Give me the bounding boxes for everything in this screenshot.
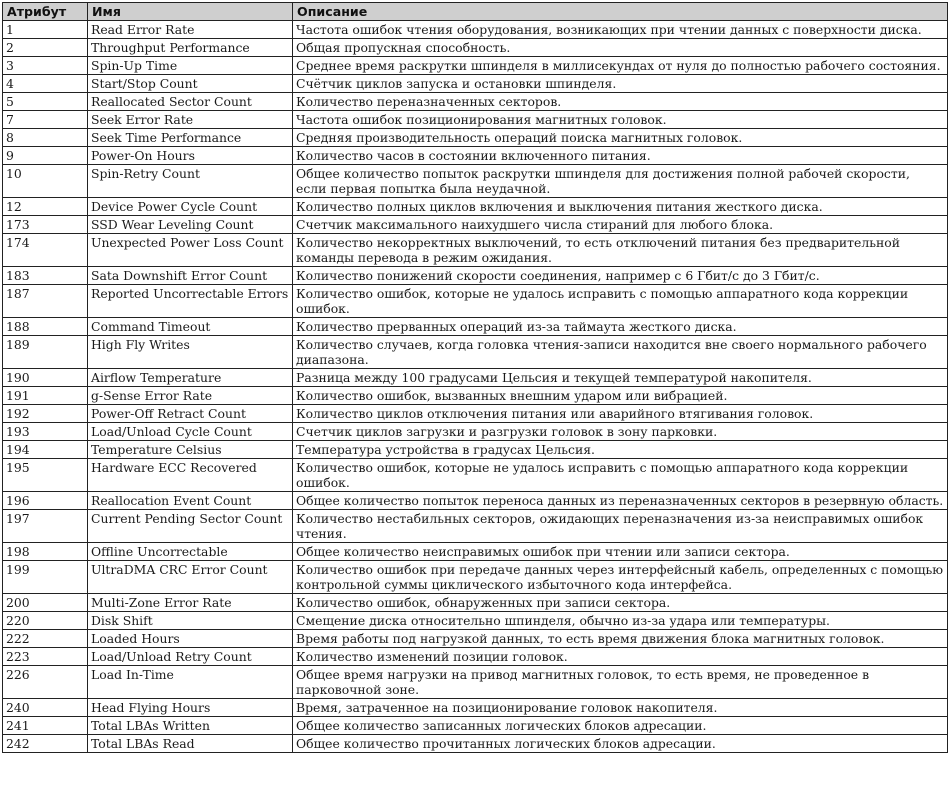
- table-row: [3, 735, 948, 753]
- attribute-name-cell: Reallocated Sector Count: [88, 93, 293, 111]
- attribute-name-cell: Command Timeout: [88, 318, 293, 336]
- attribute-name-cell: Spin-Up Time: [88, 57, 293, 75]
- table-row: [3, 57, 948, 75]
- attribute-name-cell: Multi-Zone Error Rate: [88, 594, 293, 612]
- column-header-description: Описание: [293, 3, 948, 21]
- attribute-id-cell: 197: [3, 510, 88, 543]
- attribute-name-cell: UltraDMA CRC Error Count: [88, 561, 293, 594]
- table-row: [3, 165, 948, 198]
- attribute-id-cell: 220: [3, 612, 88, 630]
- attribute-id-cell: 195: [3, 459, 88, 492]
- table-row: [3, 510, 948, 543]
- table-row: [3, 336, 948, 369]
- table-row: [3, 405, 948, 423]
- attribute-id-cell: 2: [3, 39, 88, 57]
- attribute-name-cell: Hardware ECC Recovered: [88, 459, 293, 492]
- table-row: [3, 129, 948, 147]
- table-row: [3, 612, 948, 630]
- attribute-id-cell: 174: [3, 234, 88, 267]
- attribute-description-cell: Частота ошибок чтения оборудования, возникающих при чтении данных с поверхности диска.: [293, 21, 948, 39]
- attribute-description-cell: Количество ошибок, вызванных внешним ударом или вибрацией.: [293, 387, 948, 405]
- table-row: [3, 648, 948, 666]
- table-row: [3, 561, 948, 594]
- attribute-name-cell: Current Pending Sector Count: [88, 510, 293, 543]
- attribute-description-cell: Количество часов в состоянии включенного питания.: [293, 147, 948, 165]
- table-row: [3, 75, 948, 93]
- attribute-id-cell: 7: [3, 111, 88, 129]
- attribute-name-cell: Total LBAs Read: [88, 735, 293, 753]
- attribute-description-cell: Общее количество попыток переноса данных из переназначенных секторов в резервную область.: [293, 492, 948, 510]
- table-row: [3, 147, 948, 165]
- attribute-id-cell: 241: [3, 717, 88, 735]
- table-row: [3, 369, 948, 387]
- table-row: [3, 216, 948, 234]
- table-row: [3, 441, 948, 459]
- attribute-id-cell: 242: [3, 735, 88, 753]
- table-row: [3, 717, 948, 735]
- attribute-id-cell: 173: [3, 216, 88, 234]
- table-body: [3, 21, 948, 753]
- attribute-id-cell: 198: [3, 543, 88, 561]
- attribute-name-cell: Sata Downshift Error Count: [88, 267, 293, 285]
- table-row: [3, 285, 948, 318]
- attribute-id-cell: 222: [3, 630, 88, 648]
- attribute-description-cell: Счётчик циклов запуска и остановки шпинделя.: [293, 75, 948, 93]
- attribute-description-cell: Время, затраченное на позиционирование головок накопителя.: [293, 699, 948, 717]
- attribute-description-cell: Общая пропускная способность.: [293, 39, 948, 57]
- attribute-id-cell: 12: [3, 198, 88, 216]
- table-row: [3, 492, 948, 510]
- table-row: [3, 267, 948, 285]
- attribute-name-cell: Reallocation Event Count: [88, 492, 293, 510]
- table-row: [3, 666, 948, 699]
- attribute-description-cell: Количество прерванных операций из-за таймаута жесткого диска.: [293, 318, 948, 336]
- attribute-description-cell: Количество ошибок, которые не удалось исправить с помощью аппаратного кода коррекции ошибок.: [293, 459, 948, 492]
- table-row: [3, 318, 948, 336]
- attribute-id-cell: 5: [3, 93, 88, 111]
- attribute-description-cell: Общее количество попыток раскрутки шпинделя для достижения полной рабочей скорости, если первая попытка была неудачной.: [293, 165, 948, 198]
- attribute-name-cell: Seek Error Rate: [88, 111, 293, 129]
- attribute-name-cell: Device Power Cycle Count: [88, 198, 293, 216]
- attribute-name-cell: Power-Off Retract Count: [88, 405, 293, 423]
- attribute-id-cell: 1: [3, 21, 88, 39]
- attribute-description-cell: Время работы под нагрузкой данных, то есть время движения блока магнитных головок.: [293, 630, 948, 648]
- attribute-name-cell: Offline Uncorrectable: [88, 543, 293, 561]
- smart-attributes-table: [2, 2, 948, 753]
- attribute-description-cell: Температура устройства в градусах Цельсия.: [293, 441, 948, 459]
- attribute-description-cell: Разница между 100 градусами Цельсия и текущей температурой накопителя.: [293, 369, 948, 387]
- attribute-id-cell: 194: [3, 441, 88, 459]
- attribute-description-cell: Количество нестабильных секторов, ожидающих переназначения из-за неисправимых ошибок чтения.: [293, 510, 948, 543]
- attribute-id-cell: 226: [3, 666, 88, 699]
- attribute-name-cell: g-Sense Error Rate: [88, 387, 293, 405]
- attribute-description-cell: Общее количество прочитанных логических блоков адресации.: [293, 735, 948, 753]
- table-row: [3, 423, 948, 441]
- attribute-name-cell: Airflow Temperature: [88, 369, 293, 387]
- attribute-name-cell: Load/Unload Retry Count: [88, 648, 293, 666]
- attribute-name-cell: Loaded Hours: [88, 630, 293, 648]
- attribute-id-cell: 193: [3, 423, 88, 441]
- table-row: [3, 93, 948, 111]
- table-row: [3, 234, 948, 267]
- attribute-id-cell: 223: [3, 648, 88, 666]
- attribute-id-cell: 189: [3, 336, 88, 369]
- attribute-name-cell: Load In-Time: [88, 666, 293, 699]
- attribute-id-cell: 8: [3, 129, 88, 147]
- attribute-name-cell: Unexpected Power Loss Count: [88, 234, 293, 267]
- attribute-id-cell: 196: [3, 492, 88, 510]
- table-row: [3, 543, 948, 561]
- attribute-id-cell: 199: [3, 561, 88, 594]
- attribute-id-cell: 187: [3, 285, 88, 318]
- attribute-id-cell: 200: [3, 594, 88, 612]
- attribute-id-cell: 190: [3, 369, 88, 387]
- column-header-attribute: Атрибут: [3, 3, 88, 21]
- attribute-description-cell: Количество полных циклов включения и выключения питания жесткого диска.: [293, 198, 948, 216]
- table-row: [3, 594, 948, 612]
- attribute-description-cell: Смещение диска относительно шпинделя, обычно из-за удара или температуры.: [293, 612, 948, 630]
- attribute-id-cell: 10: [3, 165, 88, 198]
- attribute-description-cell: Общее количество записанных логических блоков адресации.: [293, 717, 948, 735]
- attribute-name-cell: Reported Uncorrectable Errors: [88, 285, 293, 318]
- attribute-description-cell: Количество изменений позиции головок.: [293, 648, 948, 666]
- attribute-name-cell: Power-On Hours: [88, 147, 293, 165]
- attribute-id-cell: 9: [3, 147, 88, 165]
- attribute-description-cell: Общее время нагрузки на привод магнитных головок, то есть время, не проведенное в парковочной зоне.: [293, 666, 948, 699]
- column-header-name: Имя: [88, 3, 293, 21]
- attribute-name-cell: Load/Unload Cycle Count: [88, 423, 293, 441]
- attribute-name-cell: SSD Wear Leveling Count: [88, 216, 293, 234]
- attribute-description-cell: Частота ошибок позиционирования магнитных головок.: [293, 111, 948, 129]
- table-row: [3, 111, 948, 129]
- attribute-name-cell: Start/Stop Count: [88, 75, 293, 93]
- attribute-description-cell: Счетчик максимального наихудшего числа стираний для любого блока.: [293, 216, 948, 234]
- attribute-description-cell: Количество ошибок при передаче данных через интерфейсный кабель, определенных с помощью контрольной суммы циклического избыточного кода интерфейса.: [293, 561, 948, 594]
- attribute-name-cell: Total LBAs Written: [88, 717, 293, 735]
- attribute-name-cell: Read Error Rate: [88, 21, 293, 39]
- header-row: [3, 3, 948, 21]
- attribute-name-cell: Disk Shift: [88, 612, 293, 630]
- table-row: [3, 459, 948, 492]
- attribute-description-cell: Количество переназначенных секторов.: [293, 93, 948, 111]
- attribute-id-cell: 240: [3, 699, 88, 717]
- attribute-description-cell: Количество случаев, когда головка чтения-записи находится вне своего нормального рабочего диапазона.: [293, 336, 948, 369]
- attribute-description-cell: Среднее время раскрутки шпинделя в миллисекундах от нуля до полностью рабочего состояния.: [293, 57, 948, 75]
- attribute-id-cell: 191: [3, 387, 88, 405]
- attribute-name-cell: Seek Time Performance: [88, 129, 293, 147]
- table-header: [3, 3, 948, 21]
- attribute-description-cell: Количество ошибок, которые не удалось исправить с помощью аппаратного кода коррекции ошибок.: [293, 285, 948, 318]
- attribute-name-cell: High Fly Writes: [88, 336, 293, 369]
- table-row: [3, 630, 948, 648]
- attribute-description-cell: Средняя производительность операций поиска магнитных головок.: [293, 129, 948, 147]
- attribute-description-cell: Количество ошибок, обнаруженных при записи сектора.: [293, 594, 948, 612]
- attribute-description-cell: Количество некорректных выключений, то есть отключений питания без предварительной команды перевода в режим ожидания.: [293, 234, 948, 267]
- attribute-description-cell: Количество циклов отключения питания или аварийного втягивания головок.: [293, 405, 948, 423]
- attribute-id-cell: 192: [3, 405, 88, 423]
- attribute-name-cell: Head Flying Hours: [88, 699, 293, 717]
- attribute-name-cell: Temperature Celsius: [88, 441, 293, 459]
- attribute-id-cell: 188: [3, 318, 88, 336]
- attribute-name-cell: Spin-Retry Count: [88, 165, 293, 198]
- attribute-description-cell: Счетчик циклов загрузки и разгрузки головок в зону парковки.: [293, 423, 948, 441]
- table-row: [3, 39, 948, 57]
- table-row: [3, 387, 948, 405]
- table-row: [3, 198, 948, 216]
- attribute-name-cell: Throughput Performance: [88, 39, 293, 57]
- attribute-description-cell: Общее количество неисправимых ошибок при чтении или записи сектора.: [293, 543, 948, 561]
- attribute-description-cell: Количество понижений скорости соединения, например с 6 Гбит/с до 3 Гбит/с.: [293, 267, 948, 285]
- attribute-id-cell: 4: [3, 75, 88, 93]
- attribute-id-cell: 183: [3, 267, 88, 285]
- table-row: [3, 21, 948, 39]
- attribute-id-cell: 3: [3, 57, 88, 75]
- table-row: [3, 699, 948, 717]
